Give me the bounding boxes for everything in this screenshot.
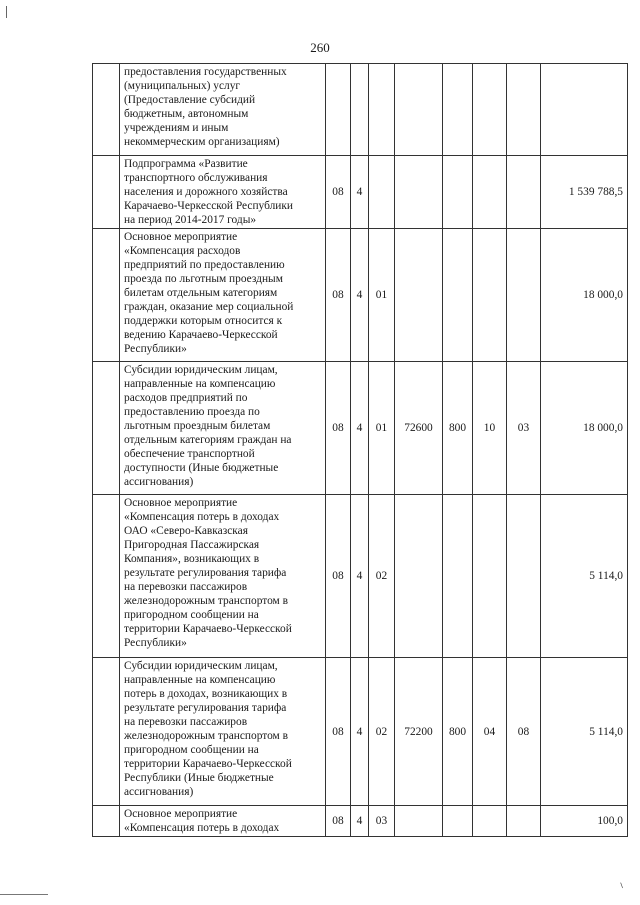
section-cell: 08 [326,495,351,658]
row-number-cell [93,156,120,229]
description-line: пригородном сообщении на [124,744,259,756]
section-cell: 08 [326,658,351,806]
program-cell: 01 [369,229,395,362]
code-cell-a [473,64,507,156]
expense-type-cell: 800 [443,658,473,806]
description-line: граждан, оказание мер социальной [124,301,294,313]
description-line: предоставлению проезда по [124,406,260,418]
code-cell-b [507,806,541,837]
description-cell [120,495,326,658]
subsection-cell [351,64,369,156]
description-line: Субсидии юридическим лицам, [124,364,278,376]
description-line: транспортного обслуживания [124,172,268,184]
amount-cell: 18 000,0 [541,229,628,362]
table-row [93,156,628,229]
table-row [93,806,628,837]
description-line: Карачаево-Черкесской Республики [124,200,294,212]
subsection-cell: 4 [351,362,369,495]
table-row [93,229,628,362]
description-line: Подпрограмма «Развитие [124,158,248,170]
expense-type-cell [443,64,473,156]
description-line: пригородном сообщении на [124,609,259,621]
code-cell-b: 08 [507,658,541,806]
amount-cell: 5 114,0 [541,495,628,658]
section-cell: 08 [326,229,351,362]
program-cell: 02 [369,658,395,806]
expense-type-cell [443,156,473,229]
expense-type-cell [443,806,473,837]
description-line: Пригородная Пассажирская [124,539,260,551]
description-line: на период 2014-2017 годы» [124,214,257,226]
scan-edge-mark [6,6,7,18]
section-cell: 08 [326,156,351,229]
code-cell-a [473,156,507,229]
code-cell-a [473,806,507,837]
code-cell-b: 03 [507,362,541,495]
target-code-cell [395,156,443,229]
description-line: проезда по льготным проездным [124,273,283,285]
description-line: учреждениям и иным [124,122,229,134]
code-cell-b [507,156,541,229]
description-line: территории Карачаево-Черкесской [124,623,292,635]
description-line: результате регулирования тарифа [124,567,287,579]
amount-cell: 100,0 [541,806,628,837]
page-number: 260 [310,40,330,55]
subsection-cell: 4 [351,806,369,837]
description-cell [120,362,326,495]
description-line: «Компенсация потерь в доходах [124,822,280,834]
description-line: Компания», возникающих в [124,553,260,565]
subsection-cell: 4 [351,658,369,806]
subsection-cell: 4 [351,495,369,658]
target-code-cell: 72600 [395,362,443,495]
description-line: направленные на компенсацию [124,378,276,390]
description-cell [120,806,326,837]
amount-cell: 1 539 788,5 [541,156,628,229]
description-line: «Компенсация расходов [124,245,241,257]
row-number-cell [93,658,120,806]
section-cell [326,64,351,156]
description-cell [120,229,326,362]
description-line: результате регулирования тарифа [124,702,287,714]
bottom-edge-rule [0,894,48,895]
amount-cell [541,64,628,156]
budget-table [92,63,628,837]
expense-type-cell [443,495,473,658]
description-cell [120,64,326,156]
row-number-cell [93,495,120,658]
expense-type-cell: 800 [443,362,473,495]
description-line: предприятий по предоставлению [124,259,285,271]
description-line: ассигнования) [124,476,194,488]
program-cell [369,156,395,229]
code-cell-a: 10 [473,362,507,495]
description-line: железнодорожным транспортом в [124,595,288,607]
description-line: на перевозки пассажиров [124,581,248,593]
description-line: ОАО «Северо-Кавказская [124,525,248,537]
target-code-cell [395,229,443,362]
description-line: отдельным категориям граждан на [124,434,292,446]
description-cell [120,156,326,229]
description-line: поддержки которым относится к [124,315,283,327]
description-line: направленные на компенсацию [124,674,276,686]
code-cell-b [507,495,541,658]
program-cell: 02 [369,495,395,658]
description-line: Республики (Иные бюджетные [124,772,274,784]
description-line: билетам отдельным категориям [124,287,278,299]
description-line: некоммерческим организациям) [124,136,280,148]
description-cell [120,658,326,806]
row-number-cell [93,229,120,362]
description-line: ассигнования) [124,786,194,798]
description-line: территории Карачаево-Черкесской [124,758,292,770]
table-row [93,64,628,156]
target-code-cell: 72200 [395,658,443,806]
section-cell: 08 [326,806,351,837]
description-line: Основное мероприятие [124,808,238,820]
table-row [93,495,628,658]
description-line: расходов предприятий по [124,392,248,404]
code-cell-a: 04 [473,658,507,806]
description-line: предоставления государственных [124,66,287,78]
description-line: потерь в доходах, возникающих в [124,688,288,700]
code-cell-a [473,495,507,658]
row-number-cell [93,64,120,156]
description-line: бюджетным, автономным [124,108,249,120]
subsection-cell: 4 [351,229,369,362]
amount-cell: 5 114,0 [541,658,628,806]
description-line: (муниципальных) услуг [124,80,241,92]
description-line: на перевозки пассажиров [124,716,248,728]
corner-pen-mark: ⸜ [617,875,629,891]
row-number-cell [93,362,120,495]
program-cell: 01 [369,362,395,495]
description-line: Основное мероприятие [124,497,238,509]
description-line: Основное мероприятие [124,231,238,243]
code-cell-a [473,229,507,362]
section-cell: 08 [326,362,351,495]
table-body [93,64,628,837]
description-line: льготным проездным билетам [124,420,271,432]
expense-type-cell [443,229,473,362]
description-line: «Компенсация потерь в доходах [124,511,280,523]
description-line: железнодорожным транспортом в [124,730,288,742]
target-code-cell [395,495,443,658]
program-cell: 03 [369,806,395,837]
subsection-cell: 4 [351,156,369,229]
target-code-cell [395,806,443,837]
row-number-cell [93,806,120,837]
description-line: Республики» [124,637,187,649]
target-code-cell [395,64,443,156]
description-line: населения и дорожного хозяйства [124,186,288,198]
description-line: ведению Карачаево-Черкесской [124,329,278,341]
amount-cell: 18 000,0 [541,362,628,495]
description-line: доступности (Иные бюджетные [124,462,279,474]
description-line: Республики» [124,343,187,355]
description-line: (Предоставление субсидий [124,94,256,106]
code-cell-b [507,229,541,362]
code-cell-b [507,64,541,156]
program-cell [369,64,395,156]
table-row [93,362,628,495]
description-line: Субсидии юридическим лицам, [124,660,278,672]
table-row [93,658,628,806]
description-line: обеспечение транспортной [124,448,255,460]
